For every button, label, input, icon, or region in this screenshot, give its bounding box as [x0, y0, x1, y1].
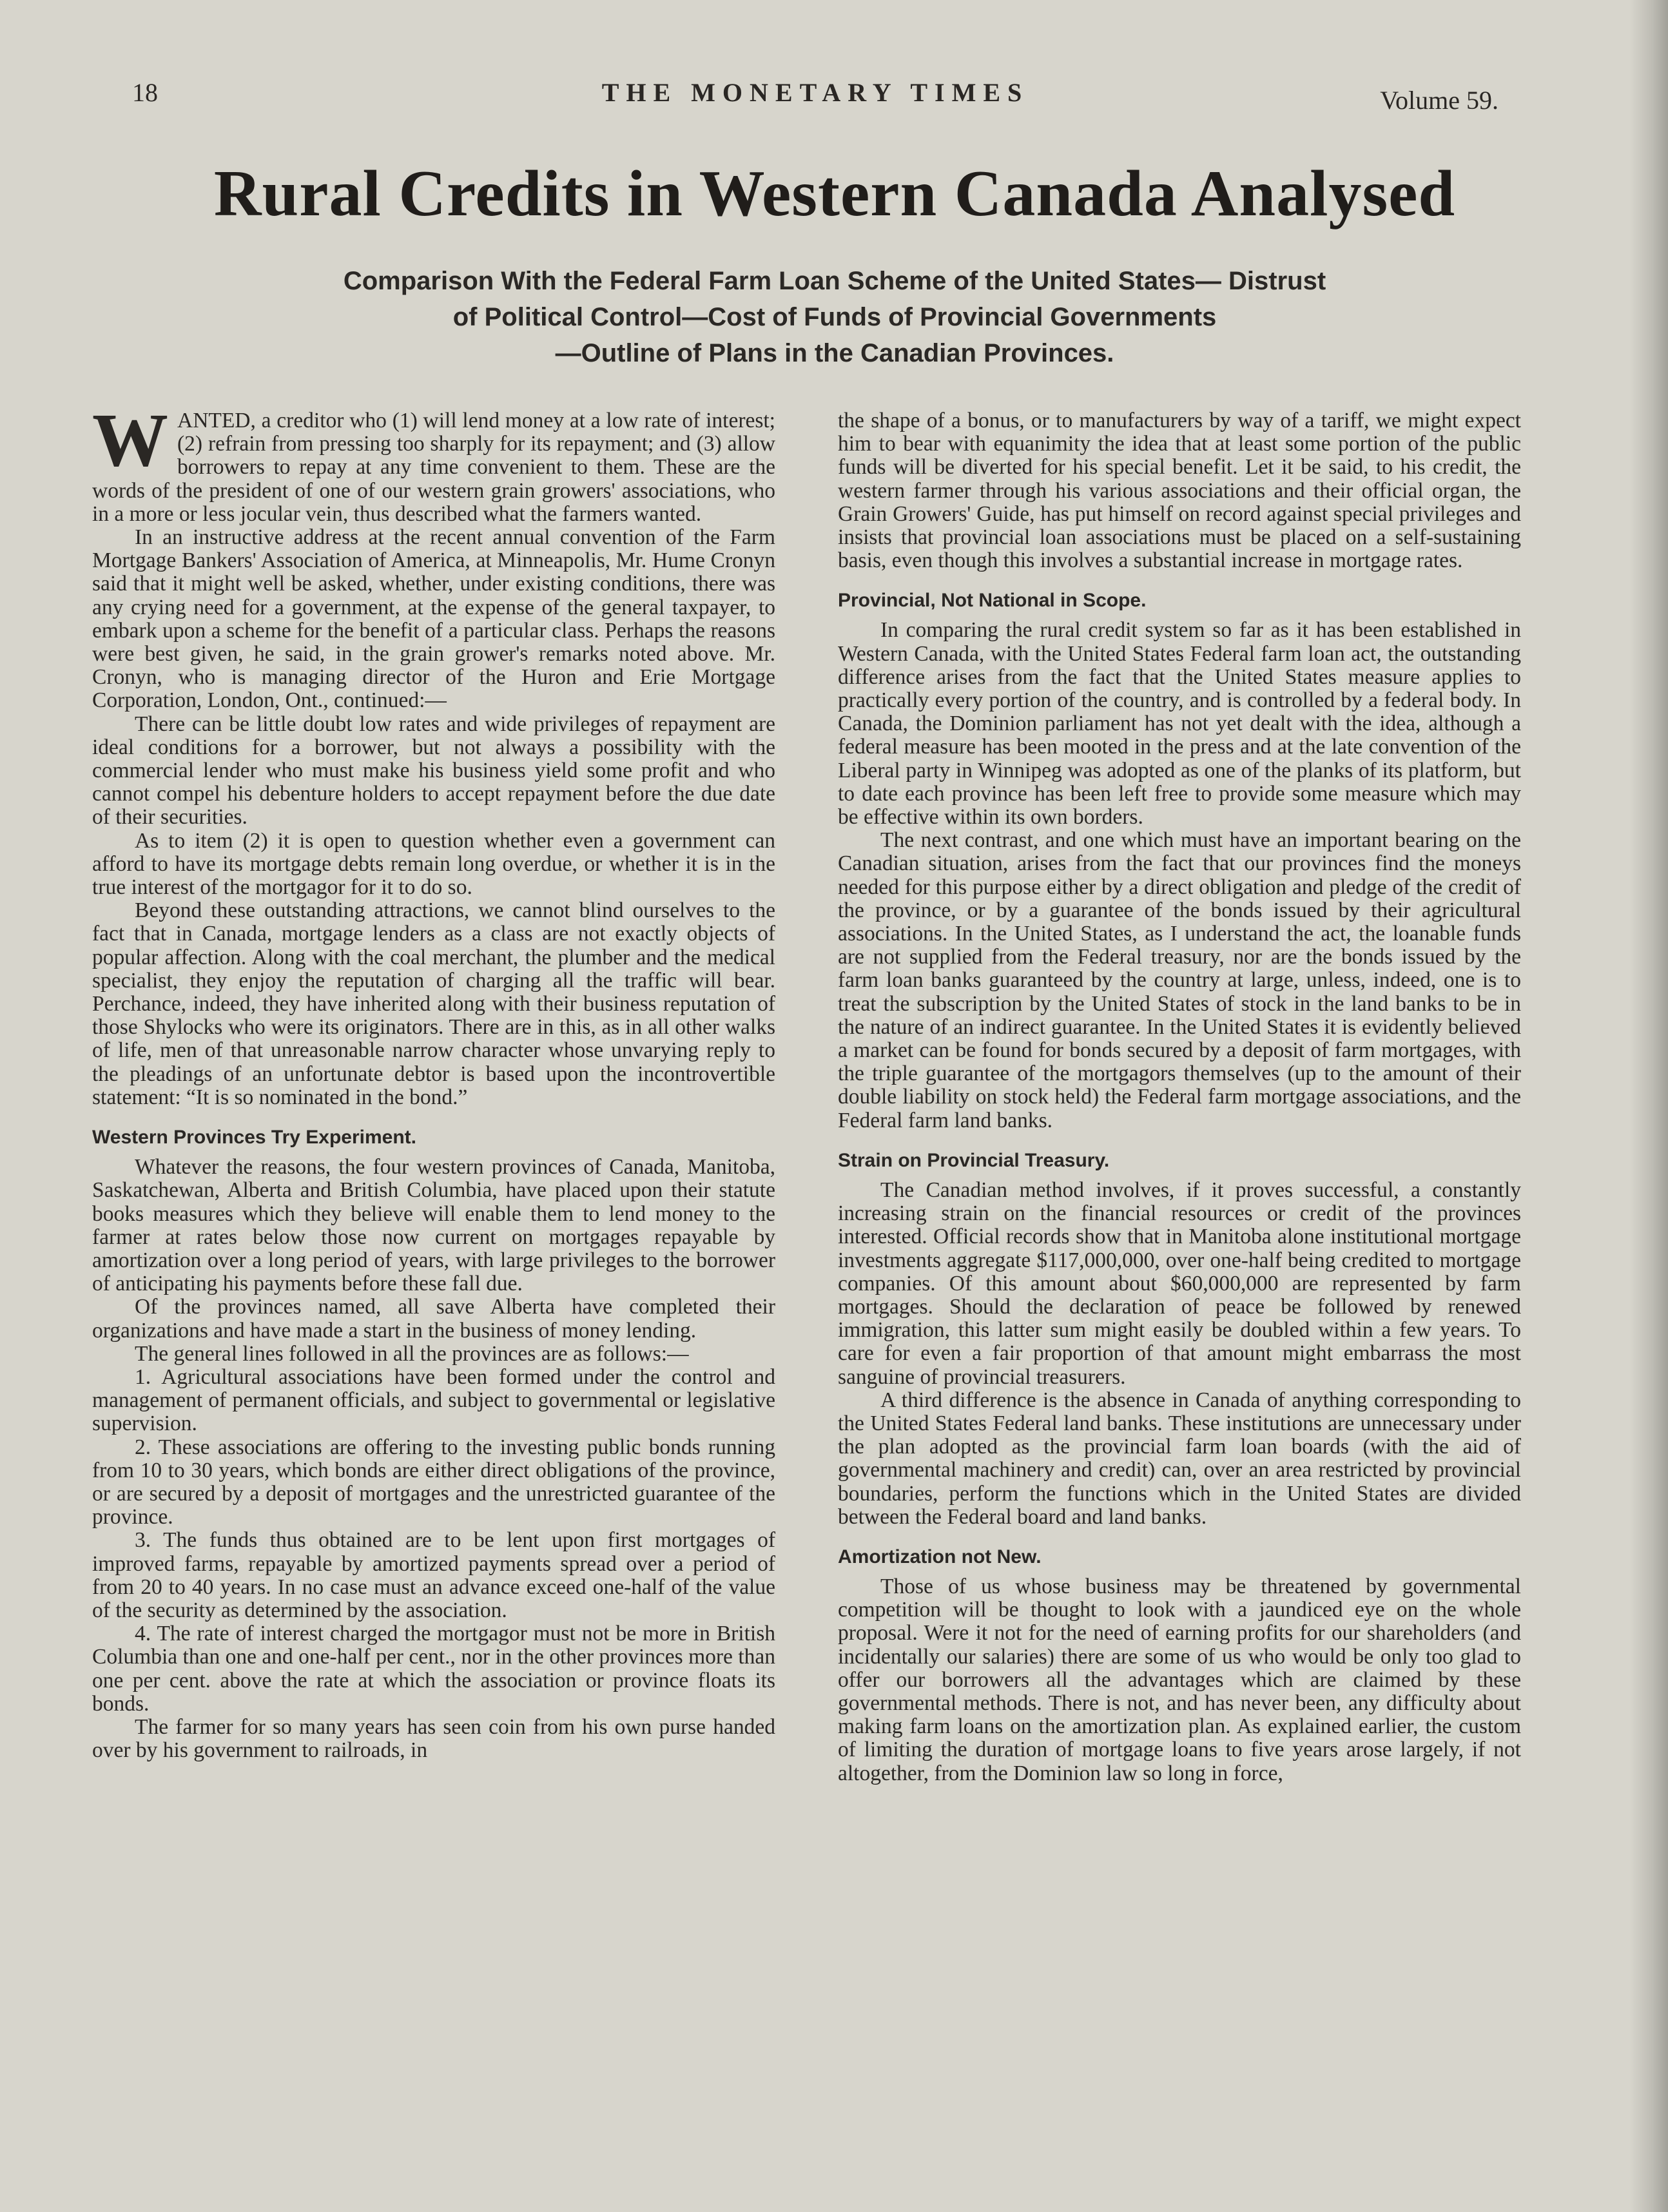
- paragraph: Whatever the reasons, the four western provinces of Canada, Manitoba, Saskatchewan, Alberta and British Columbia, have placed upon their statute books measures which they believe will enable them to lend money to the farmer at rates below those now current on mortgages repayable by amortization over a long period of years, with large privileges to the borrower of anticipating his payments before these fall due.: [92, 1155, 775, 1296]
- page-number: 18: [132, 78, 158, 107]
- paragraph: the shape of a bonus, or to manufacturers by way of a tariff, we might expect him to bear with equanimity the idea that at least some portion of the public funds will be diverted for his special benefit. Let it be said, to his credit, the western farmer through his various associations and their official organ, the Grain Growers' Guide, has put himself on record against special privileges and insists that provincial loan associations must be placed on a self-sustaining basis, even though this involves a substantial increase in mortgage rates.: [838, 409, 1521, 573]
- left-column: [92, 398, 775, 1763]
- volume-label: Volume 59.: [1380, 86, 1498, 115]
- list-item: 2. These associations are offering to the investing public bonds running from 10 to 30 years, which bonds are either direct obligations of the province, or are secured by a deposit of mortgages and the unrestricted guarantee of the province.: [92, 1435, 775, 1529]
- running-title: THE MONETARY TIMES: [601, 78, 1029, 107]
- article-title: Rural Credits in Western Canada Analysed: [213, 157, 1456, 230]
- paragraph: There can be little doubt low rates and wide privileges of repayment are ideal conditions for a borrower, but not always a possibility with the commercial lender who must make his business yield some profit and who cannot compel his debenture holders to accept repayment before the due date of their securities.: [92, 712, 775, 830]
- right-column: [838, 409, 1521, 1785]
- lead-text: ANTED, a creditor who (1) will lend money at a low rate of interest; (2) refrain from pressing too sharply for its repayment; and (3) allow borrowers to repay at any time convenient to them. These are the words of the president of one of our western grain growers' associations, who in a more or less jocular vein, thus described what the farmers wanted.: [92, 409, 775, 526]
- section-heading: Provincial, Not National in Scope.: [838, 590, 1147, 612]
- article-subtitle: [213, 263, 1457, 371]
- section-heading: Strain on Provincial Treasury.: [838, 1149, 1110, 1171]
- paragraph: Those of us whose business may be threatened by governmental competition will be thought to look with a jaundiced eye on the whole proposal. Were it not for the need of earning profits for our shareholders (and incidentally our salaries) there are some of us who would be only too glad to offer our borrowers all the advantages which are claimed by these governmental methods. There is not, and has never been, any difficulty about making farm loans on the amortization plan. As explained earlier, the custom of limiting the duration of mortgage loans to five years arose largely, if not altogether, from the Dominion law so long in force,: [838, 1574, 1521, 1785]
- section-heading: Amortization not New.: [838, 1546, 1042, 1567]
- paragraph: The next contrast, and one which must have an important bearing on the Canadian situation, arises from the fact that our provinces find the moneys needed for this purpose either by a direct obligation and pledge of the credit of the province, or by a guarantee of the bonds issued by their agricultural associations. In the United States, as I understand the act, the loanable funds are not supplied from the Federal treasury, nor are the bonds issued by the farm loan banks guaranteed by the country at large, unless, indeed, one is to treat the subscription by the United States of stock in the land banks to be in the nature of an indirect guarantee. In the United States it is evidently believed a market can be found for bonds secured by a deposit of farm mortgages, with the triple guarantee of the mortgagors themselves (up to the amount of their double liability on stock held) the Federal farm mortgage associations, and the Federal farm land banks.: [838, 828, 1521, 1132]
- list-item: 4. The rate of interest charged the mortgagor must not be more in British Columbia than one and one-half per cent., nor in the other provinces more than one per cent. above the rate at which the association or province floats its bonds.: [92, 1622, 775, 1716]
- page-header: [132, 72, 1498, 117]
- page-spine-shadow: [1629, 0, 1668, 2212]
- paragraph: In an instructive address at the recent annual convention of the Farm Mortgage Bankers' Association of America, at Minneapolis, Mr. Hume Cronyn said that it might well be asked, whether, under existing conditions, there was any crying need for a government, at the expense of the general taxpayer, to embark upon a scheme for the benefit of a particular class. Perhaps the reasons were best given, he said, in the grain grower's remarks noted above. Mr. Cronyn, who is managing director of the Huron and Erie Mortgage Corporation, London, Ont., continued:—: [92, 525, 775, 713]
- subtitle-line: of Political Control—Cost of Funds of Provincial Governments: [452, 303, 1217, 331]
- paragraph: Of the provinces named, all save Alberta have completed their organizations and have made a start in the business of money lending.: [92, 1295, 775, 1343]
- paragraph: The Canadian method involves, if it proves successful, a constantly increasing strain on the financial resources or credit of the provinces interested. Official records show that in Manitoba alone institutional mortgage investments aggregate $117,000,000, over one-half being credited to mortgage companies. Of this amount about $60,000,000 are represented by farm mortgages. Should the declaration of peace be followed by renewed immigration, this latter sum might easily be doubled within a few years. To care for even a fair proportion of that amount might embarrass the most sanguine of provincial treasurers.: [838, 1178, 1521, 1389]
- subtitle-line: Comparison With the Federal Farm Loan Scheme of the United States— Distrust: [343, 267, 1326, 295]
- lead-paragraph: [92, 398, 775, 526]
- paragraph: A third difference is the absence in Canada of anything corresponding to the United States Federal land banks. These institutions are unnecessary under the plan adopted as the provincial farm loan boards (with the aid of governmental machinery and credit) can, over an area restricted by provincial boundaries, perform the functions which in the United States are divided between the Federal board and land banks.: [838, 1388, 1521, 1529]
- paragraph: The general lines followed in all the provinces are as follows:—: [135, 1341, 689, 1366]
- paragraph: Beyond these outstanding attractions, we cannot blind ourselves to the fact that in Canada, mortgage lenders as a class are not exactly objects of popular affection. Along with the coal merchant, the plumber and the medical specialist, they enjoy the reputation of charging all the traffic will bear. Perchance, indeed, they have inherited along with their business reputation of those Shylocks who were its originators. There are in this, as in all other walks of life, men of that unreasonable narrow character whose unvarying reply to the pleadings of an unfortunate debtor is based upon the incontrovertible statement: “It is so nominated in the bond.”: [92, 898, 775, 1109]
- list-item: 3. The funds thus obtained are to be lent upon first mortgages of improved farms, repayable by amortized payments spread over a period of from 20 to 40 years. In no case must an advance exceed one-half of the value of the security as determined by the association.: [92, 1528, 775, 1622]
- list-item: 1. Agricultural associations have been formed under the control and management of permanent officials, and subject to governmental or legislative supervision.: [92, 1364, 775, 1436]
- paragraph: In comparing the rural credit system so far as it has been established in Western Canada, with the United States Federal farm loan act, the outstanding difference arises from the fact that the United States measure applies to practically every portion of the country, and is controlled by a federal body. In Canada, the Dominion parliament has not yet dealt with the idea, although a federal measure has been mooted in the press and at the late convention of the Liberal party in Winnipeg was adopted as one of the planks of its platform, but to date each province has been left free to provide some measure which may be effective within its own borders.: [838, 618, 1521, 830]
- subtitle-line: —Outline of Plans in the Canadian Provinces.: [555, 339, 1114, 367]
- paragraph: As to item (2) it is open to question whether even a government can afford to have its mortgage debts remain long overdue, or whether it is in the true interest of the mortgagor for it to do so.: [92, 828, 775, 900]
- section-heading: Western Provinces Try Experiment.: [92, 1127, 416, 1149]
- drop-cap: W: [92, 398, 168, 482]
- paragraph: The farmer for so many years has seen coin from his own purse handed over by his government to railroads, in: [92, 1714, 775, 1763]
